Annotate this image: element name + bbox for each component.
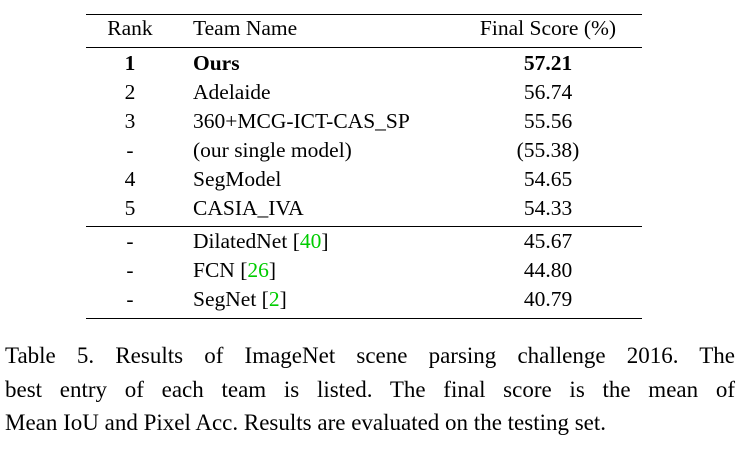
score-cell: 45.67: [523, 229, 573, 253]
table-header-row: [86, 14, 642, 43]
team-cell: 360+MCG-ICT-CAS_SP: [193, 109, 410, 133]
rank-cell: -: [126, 287, 134, 311]
team-cell: SegNet [2]: [193, 287, 287, 311]
table-row: [86, 78, 642, 107]
rank-cell: 5: [124, 196, 136, 220]
score-cell: 40.79: [523, 287, 573, 311]
table-row: [86, 256, 642, 285]
table-row: [86, 227, 642, 256]
score-cell: (55.38): [516, 138, 580, 162]
team-cell: CASIA_IVA: [193, 196, 304, 220]
citation-link[interactable]: 26: [247, 258, 269, 282]
rank-cell: -: [126, 138, 134, 162]
rank-cell: 4: [124, 167, 136, 191]
table-row: [86, 107, 642, 136]
score-cell: 55.56: [523, 109, 573, 133]
team-name: SegNet: [193, 287, 257, 311]
score-cell: 56.74: [523, 80, 573, 104]
team-cell: DilatedNet [40]: [193, 229, 329, 253]
table-row: [86, 49, 642, 78]
citation-link[interactable]: 40: [299, 229, 322, 253]
team-name: DilatedNet: [193, 229, 288, 253]
team-cell: FCN [26]: [193, 258, 277, 282]
team-cell: SegModel: [193, 167, 282, 191]
table-row: [86, 165, 642, 194]
caption-line: Mean IoU and Pixel Acc. Results are evaluated on the testing set.: [5, 410, 607, 435]
table-bottom-rule: [86, 318, 642, 319]
rank-cell: 3: [124, 109, 136, 133]
table-row: [86, 136, 642, 165]
team-cell: (our single model): [193, 138, 352, 162]
score-cell: 54.33: [523, 196, 573, 220]
table-row: [86, 194, 642, 223]
rank-cell: 2: [124, 80, 136, 104]
score-cell: 44.80: [523, 258, 573, 282]
caption-line: Table 5. Results of ImageNet scene parsing challenge 2016. The: [5, 343, 735, 368]
team-cell: Adelaide: [193, 80, 271, 104]
table-caption: [5, 339, 735, 440]
rank-cell: 1: [124, 51, 136, 75]
rank-cell: -: [126, 258, 134, 282]
header-rank: Rank: [107, 16, 153, 40]
team-cell: Ours: [193, 51, 240, 75]
table-header-rule: [86, 47, 642, 48]
caption-line: best entry of each team is listed. The final score is the mean of: [5, 376, 735, 402]
header-team-name: Team Name: [193, 16, 298, 40]
table-row: [86, 285, 642, 314]
score-cell: 57.21: [523, 51, 573, 75]
citation-link[interactable]: 2: [268, 287, 280, 311]
team-name: FCN: [193, 258, 235, 282]
rank-cell: -: [126, 229, 134, 253]
score-cell: 54.65: [523, 167, 573, 191]
header-final-score: Final Score (%): [479, 16, 617, 40]
